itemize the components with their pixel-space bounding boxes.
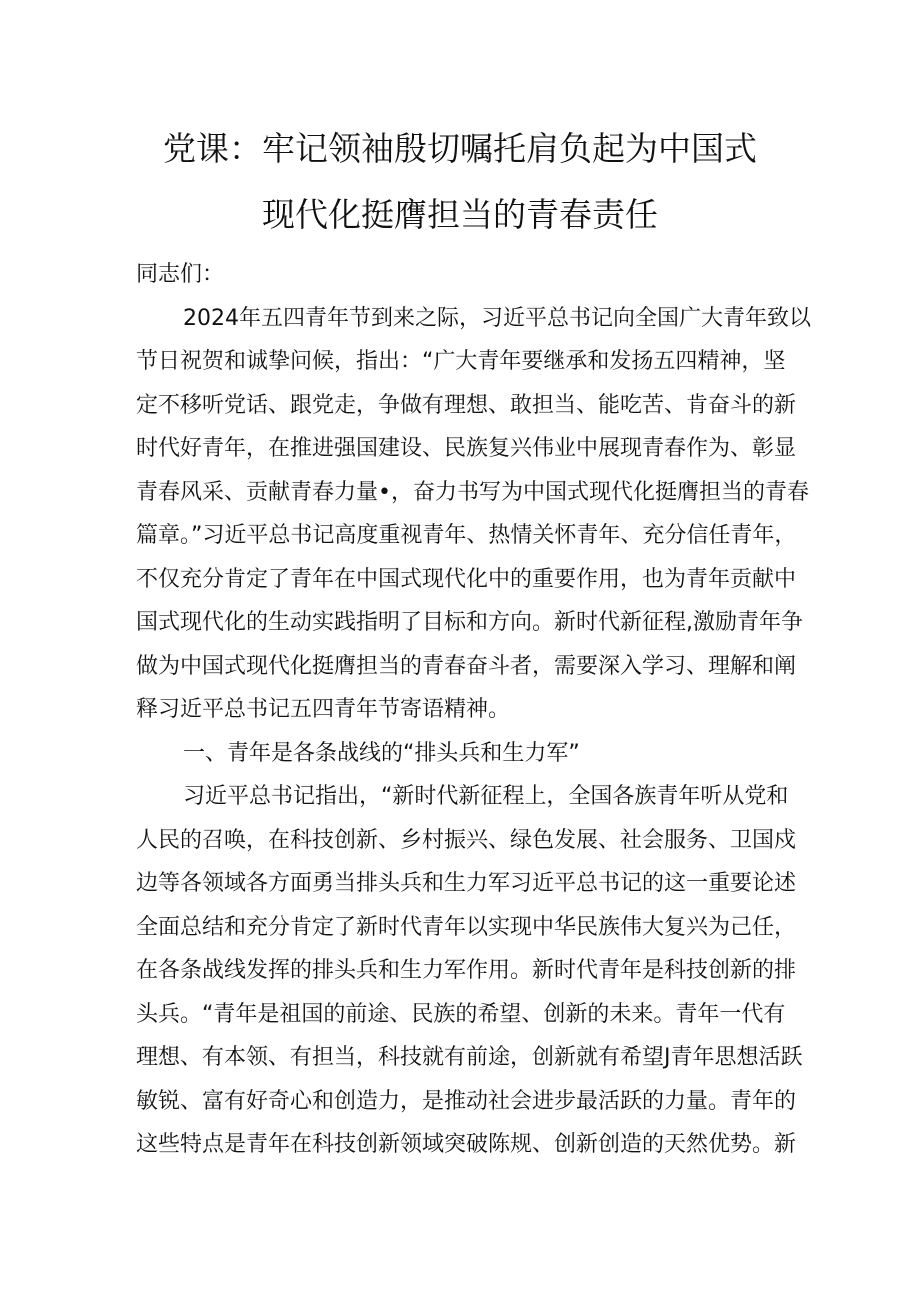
paragraph-line: 定不移听党话、跟党走，争做有理想、敢担当、能吃苦、肯奋斗的新 <box>136 393 797 418</box>
paragraph-line: 敏锐、富有好奇心和创造力，是推动社会进步最活跃的力量。青年的 <box>136 1089 797 1114</box>
paragraph-line: 青春风采、贡献青春力量•，奋力书写为中国式现代化挺膺担当的青春 <box>136 480 809 505</box>
paragraph-line: 头兵。“青年是祖国的前途、民族的希望、创新的未来。青年一代有 <box>136 1002 786 1027</box>
paragraph-line: 在各条战线发挥的排头兵和生力军作用。新时代青年是科技创新的排 <box>136 958 797 983</box>
paragraph-line: 节日祝贺和诚挚问候，指出：“广大青年要继承和发扬五四精神，坚 <box>136 349 786 374</box>
salutation: 同志们： <box>136 262 225 287</box>
paragraph-line: 释习近平总书记五四青年节寄语精神。 <box>136 697 511 722</box>
paragraph-line: 人民的召唤，在科技创新、乡村振兴、绿色发展、社会服务、卫国戍 <box>136 828 797 853</box>
paragraph-line: 2024年五四青年节到来之际，习近平总书记向全国广大青年致以 <box>183 306 811 331</box>
paragraph-line: 这些特点是青年在科技创新领域突破陈规、创新创造的天然优势。新 <box>136 1132 797 1157</box>
paragraph-line: 全面总结和充分肯定了新时代青年以实现中华民族伟大复兴为己任， <box>136 915 797 940</box>
paragraph-line: 时代好青年，在推进强国建设、民族复兴伟业中展现青春作为、彰显 <box>136 436 797 461</box>
document-title-line-1: 党课：牢记领袖殷切嘱托肩负起为中国式 <box>163 129 757 168</box>
paragraph-line: 理想、有本领、有担当，科技就有前途，创新就有希望J青年思想活跃 <box>136 1045 803 1070</box>
paragraph-line: 不仅充分肯定了青年在中国式现代化中的重要作用，也为青年贡献中 <box>136 567 797 592</box>
paragraph-line: 国式现代化的生动实践指明了目标和方向。新时代新征程,激励青年争 <box>136 610 803 635</box>
section-heading: 一、青年是各条战线的“排头兵和生力军” <box>183 741 580 766</box>
paragraph-line: 篇章。”习近平总书记高度重视青年、热情关怀青年、充分信任青年， <box>136 523 797 548</box>
document-title-line-2: 现代化挺膺担当的青春责任 <box>262 195 658 234</box>
paragraph-line: 边等各领域各方面勇当排头兵和生力军习近平总书记的这一重要论述 <box>136 871 797 896</box>
paragraph-line: 做为中国式现代化挺膺担当的青春奋斗者，需要深入学习、理解和阐 <box>136 654 797 679</box>
paragraph-line: 习近平总书记指出，“新时代新征程上，全国各族青年听从党和 <box>183 784 789 809</box>
